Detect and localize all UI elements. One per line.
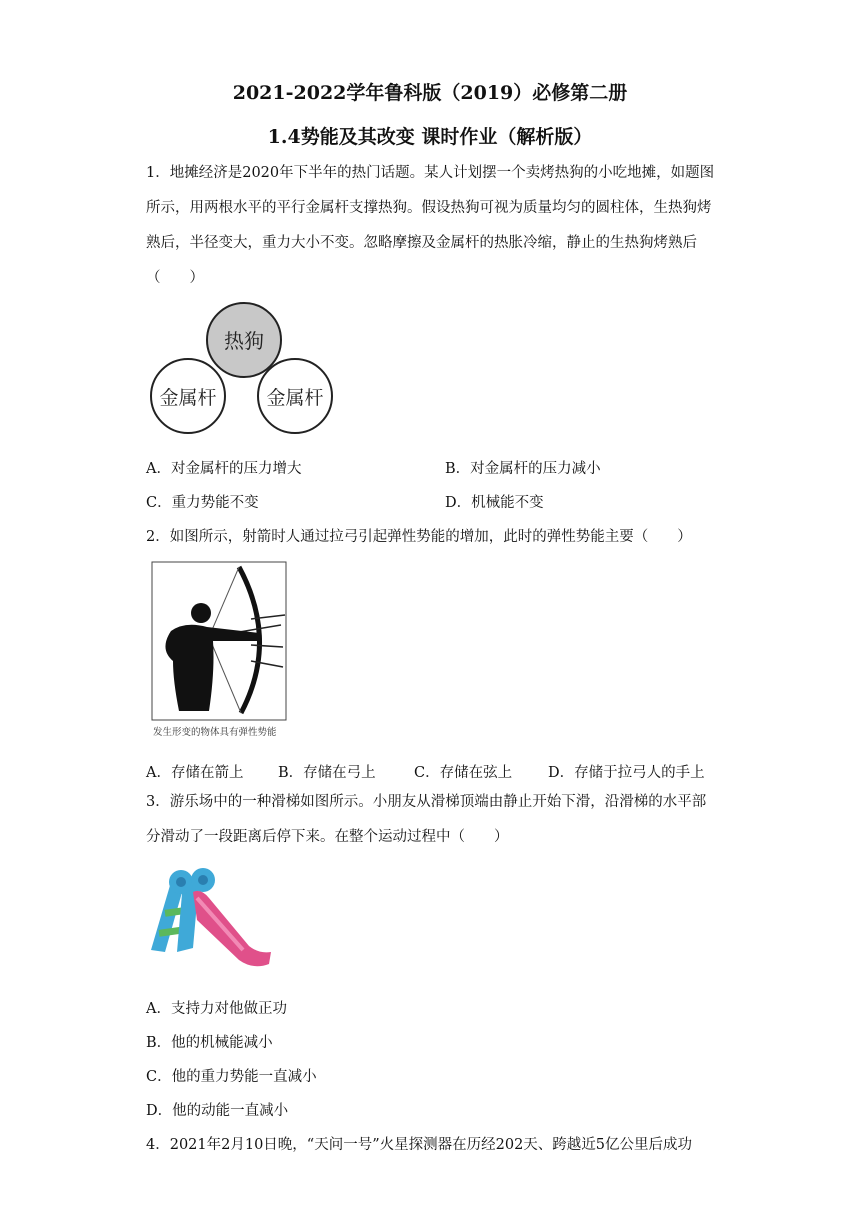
q3-option-b: B．他的机械能减小: [146, 1035, 273, 1051]
q2-option-a: A．存储在箭上: [146, 765, 244, 781]
document-title: 2021-2022学年鲁科版（2019）必修第二册: [232, 82, 628, 104]
question-2-stem: 2．如图所示，射箭时人通过拉弓引起弹性势能的增加，此时的弹性势能主要（ ）: [146, 529, 692, 545]
right-rod-label: 金属杆: [266, 387, 324, 409]
slide-chute: [193, 891, 271, 966]
q1-option-d: D．机械能不变: [445, 495, 544, 511]
archery-caption: 发生形变的物体具有弹性势能: [153, 727, 277, 738]
q1-option-a: A．对金属杆的压力增大: [146, 461, 302, 477]
archery-figure: [151, 561, 287, 741]
question-3-stem: 3．游乐场中的一种滑梯如图所示。小朋友从滑梯顶端由静止开始下滑，沿滑梯的水平部分滑动了一段距离后停下来。在整个运动过程中（ ）: [146, 794, 707, 845]
question-4-stem: 4．2021年2月10日晚，“天问一号”火星探测器在历经202天、跨越近5亿公里后成功: [146, 1137, 693, 1153]
hotdog-diagram: [148, 296, 348, 446]
question-1-stem: 1．地摊经济是2020年下半年的热门话题。某人计划摆一个卖烤热狗的小吃地摊，如题图所示，用两根水平的平行金属杆支撑热狗。假设热狗可视为质量均匀的圆柱体，生热狗烤熟后，半径变大，重力大小不变。忽略摩擦及金属杆的热胀冷缩，静止的生热狗烤熟后（ ）: [146, 165, 715, 286]
q3-option-d: D．他的动能一直减小: [146, 1103, 289, 1119]
q1-option-c: C．重力势能不变: [146, 495, 259, 511]
archer-head: [191, 603, 211, 623]
q3-option-a: A．支持力对他做正功: [146, 1001, 287, 1017]
left-rod-label: 金属杆: [159, 387, 217, 409]
q2-option-c: C．存储在弦上: [414, 765, 513, 781]
q2-option-b: B．存储在弓上: [278, 765, 376, 781]
q3-option-c: C．他的重力势能一直减小: [146, 1069, 317, 1085]
q2-option-d: D．存储于拉弓人的手上: [548, 765, 705, 781]
slide-figure: [143, 868, 273, 973]
q1-option-b: B．对金属杆的压力减小: [445, 461, 601, 477]
hotdog-label: 热狗: [224, 329, 264, 353]
document-subtitle: 1.4势能及其改变 课时作业（解析版）: [267, 126, 593, 148]
